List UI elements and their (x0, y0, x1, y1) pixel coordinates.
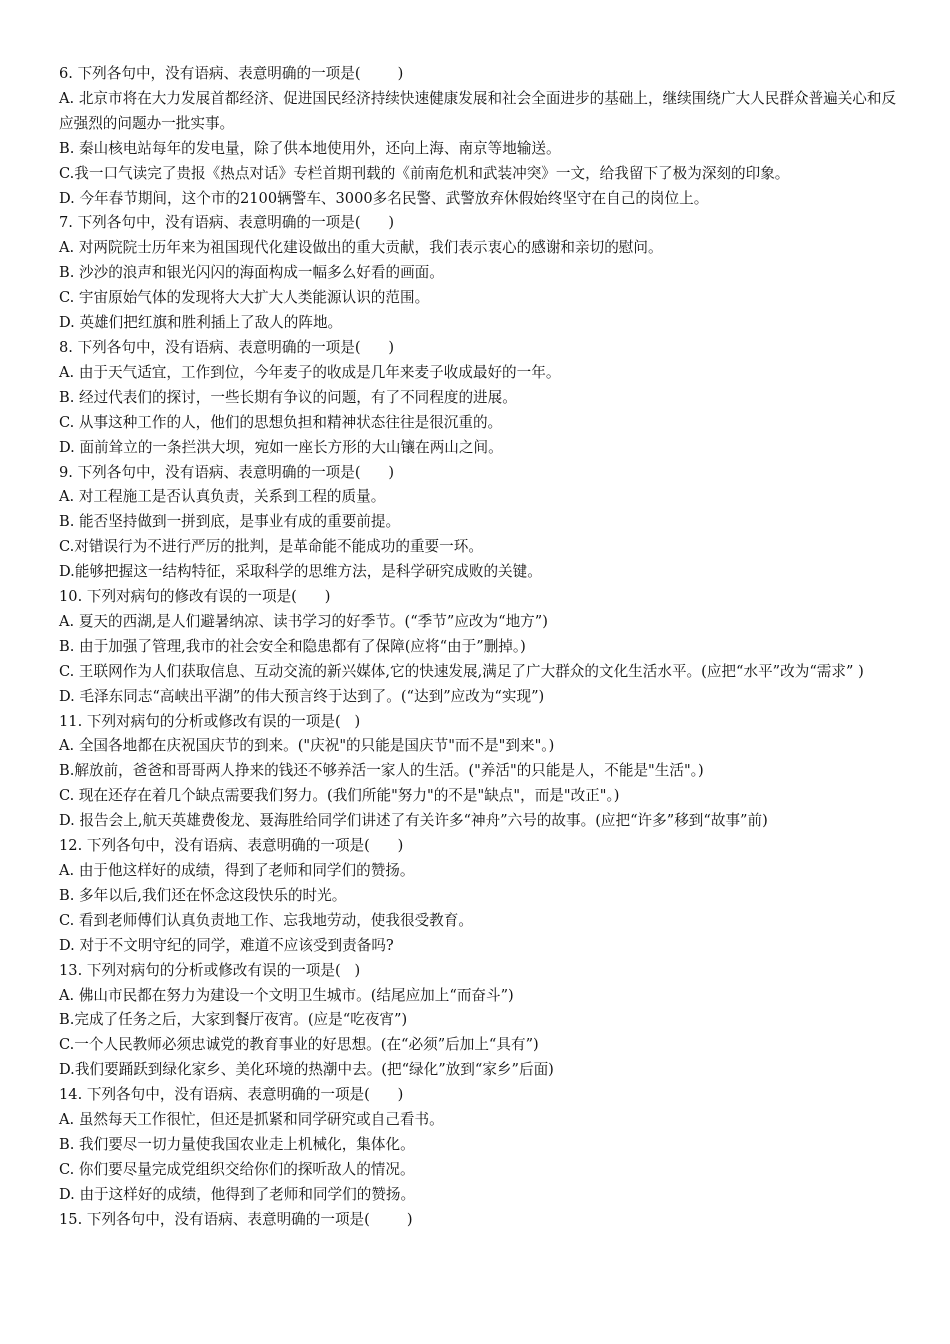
question-14-option-b: B. 我们要尽一切力量使我国农业走上机械化，集体化。 (59, 1135, 415, 1153)
question-7-option-a: A. 对两院院士历年来为祖国现代化建设做出的重大贡献，我们表示衷心的感谢和亲切的慰问。 (59, 239, 663, 257)
question-10-option-b: B. 由于加强了管理,我市的社会安全和隐患都有了保障(应将“由于”删掉。) (59, 637, 526, 655)
question-9-option-d: D.能够把握这一结构特征，采取科学的思维方法，是科学研究成败的关键。 (59, 563, 542, 581)
question-10-option-c: C. 王联网作为人们获取信息、互动交流的新兴媒体,它的快速发展,满足了广大群众的文化生活水平。(应把“水平”改为“需求” ) (59, 662, 864, 680)
question-12-option-b: B. 多年以后,我们还在怀念这段快乐的时光。 (59, 886, 347, 904)
question-12-option-d: D. 对于不文明守纪的同学，难道不应该受到责备吗? (59, 936, 394, 954)
question-6-option-b: B. 秦山核电站每年的发电量，除了供本地使用外，还向上海、南京等地输送。 (59, 139, 561, 157)
question-8-option-c: C. 从事这种工作的人，他们的思想负担和精神状态往往是很沉重的。 (59, 413, 503, 431)
question-12-stem: 12. 下列各句中，没有语病、表意明确的一项是( ) (59, 837, 404, 855)
question-9-stem: 9. 下列各句中，没有语病、表意明确的一项是( ) (59, 463, 395, 481)
question-12-option-a: A. 由于他这样好的成绩，得到了老师和同学们的赞扬。 (59, 862, 415, 879)
question-8-option-a: A. 由于天气适宜，工作到位，今年麦子的收成是几年来麦子收成最好的一年。 (59, 363, 561, 381)
question-14-option-a: A. 虽然每天工作很忙，但还是抓紧和同学研究或自己看书。 (59, 1111, 444, 1129)
question-15-stem: 15. 下列各句中，没有语病、表意明确的一项是( ) (59, 1210, 413, 1228)
question-7-option-d: D. 英雄们把红旗和胜利插上了敌人的阵地。 (59, 314, 343, 332)
question-11-stem: 11. 下列对病句的分析或修改有误的一项是( ) (59, 712, 361, 730)
question-11-option-d: D. 报告会上,航天英雄费俊龙、聂海胜给同学们讲述了有关许多“神舟”六号的故事。(应把“许多”移到“故事”前) (59, 812, 768, 830)
question-14-option-c: C. 你们要尽量完成党组织交给你们的探听敌人的情况。 (59, 1160, 415, 1178)
question-11-option-c: C. 现在还存在着几个缺点需要我们努力。(我们所能"努力"的不是"缺点"，而是"改正"。) (59, 787, 620, 805)
question-10-option-a: A. 夏天的西湖,是人们避暑纳凉、读书学习的好季节。(“季节”应改为“地方”) (59, 612, 548, 630)
question-9-option-c: C.对错误行为不进行严厉的批判，是革命能不能成功的重要一环。 (59, 538, 483, 556)
question-13-stem: 13. 下列对病句的分析或修改有误的一项是( ) (59, 961, 361, 979)
question-10-option-d: D. 毛泽东同志“高峡出平湖”的伟大预言终于达到了。(“达到”应改为“实现”) (59, 687, 545, 705)
question-11-option-a: A. 全国各地都在庆祝国庆节的到来。("庆祝"的只能是国庆节"而不是"到来"。) (59, 737, 555, 755)
question-6-stem: 6. 下列各句中，没有语病、表意明确的一项是( ) (59, 65, 404, 82)
question-9-option-a: A. 对工程施工是否认真负责，关系到工程的质量。 (59, 488, 386, 506)
question-13-option-d: D.我们要踊跃到绿化家乡、美化环境的热潮中去。(把“绿化”放到“家乡”后面) (59, 1061, 554, 1079)
question-7-stem: 7. 下列各句中，没有语病、表意明确的一项是( ) (59, 214, 395, 232)
question-14-stem: 14. 下列各句中，没有语病、表意明确的一项是( ) (59, 1086, 404, 1104)
question-7-option-c: C. 宇宙原始气体的发现将大大扩大人类能源认识的范围。 (59, 289, 430, 307)
question-8-option-b: B. 经过代表们的探讨，一些长期有争议的问题，有了不同程度的进展。 (59, 388, 517, 406)
question-6-option-a: A. 北京市将在大力发展首都经济、促进国民经济持续快速健康发展和社会全面进步的基础上，继续围绕广大人民群众普遍关心和反应强烈的问题办一批实事。 (59, 89, 897, 132)
question-8-option-d: D. 面前耸立的一条拦洪大坝，宛如一座长方形的大山镶在两山之间。 (59, 438, 503, 456)
question-12-option-c: C. 看到老师傅们认真负责地工作、忘我地劳动，使我很受教育。 (59, 911, 473, 929)
document-body (59, 62, 897, 1233)
question-13-option-a: A. 佛山市民都在努力为建设一个文明卫生城市。(结尾应加上“而奋斗”) (59, 986, 514, 1004)
question-13-option-c: C.一个人民教师必须忠诚党的教育事业的好思想。(在“必须”后加上“具有”) (59, 1036, 539, 1054)
question-9-option-b: B. 能否坚持做到一拼到底，是事业有成的重要前提。 (59, 513, 401, 531)
question-14-option-d: D. 由于这样好的成绩，他得到了老师和同学们的赞扬。 (59, 1185, 416, 1203)
question-10-stem: 10. 下列对病句的修改有误的一项是( ) (59, 588, 331, 606)
question-6-option-c: C.我一口气读完了贵报《热点对话》专栏首期刊载的《前南危机和武装冲突》一文，给我留下了极为深刻的印象。 (59, 164, 790, 182)
question-6-option-d: D. 今年春节期间，这个市的2100辆警车、3000多名民警、武警放弃休假始终坚守在自己的岗位上。 (59, 189, 709, 207)
question-13-option-b: B.完成了任务之后，大家到餐厅夜宵。(应是“吃夜宵”) (59, 1011, 408, 1029)
question-8-stem: 8. 下列各句中，没有语病、表意明确的一项是( ) (59, 338, 395, 356)
question-7-option-b: B. 沙沙的浪声和银光闪闪的海面构成一幅多么好看的画面。 (59, 264, 444, 282)
question-11-option-b: B.解放前，爸爸和哥哥两人挣来的钱还不够养活一家人的生活。("养活"的只能是人，不能是"生活"。) (59, 762, 704, 780)
